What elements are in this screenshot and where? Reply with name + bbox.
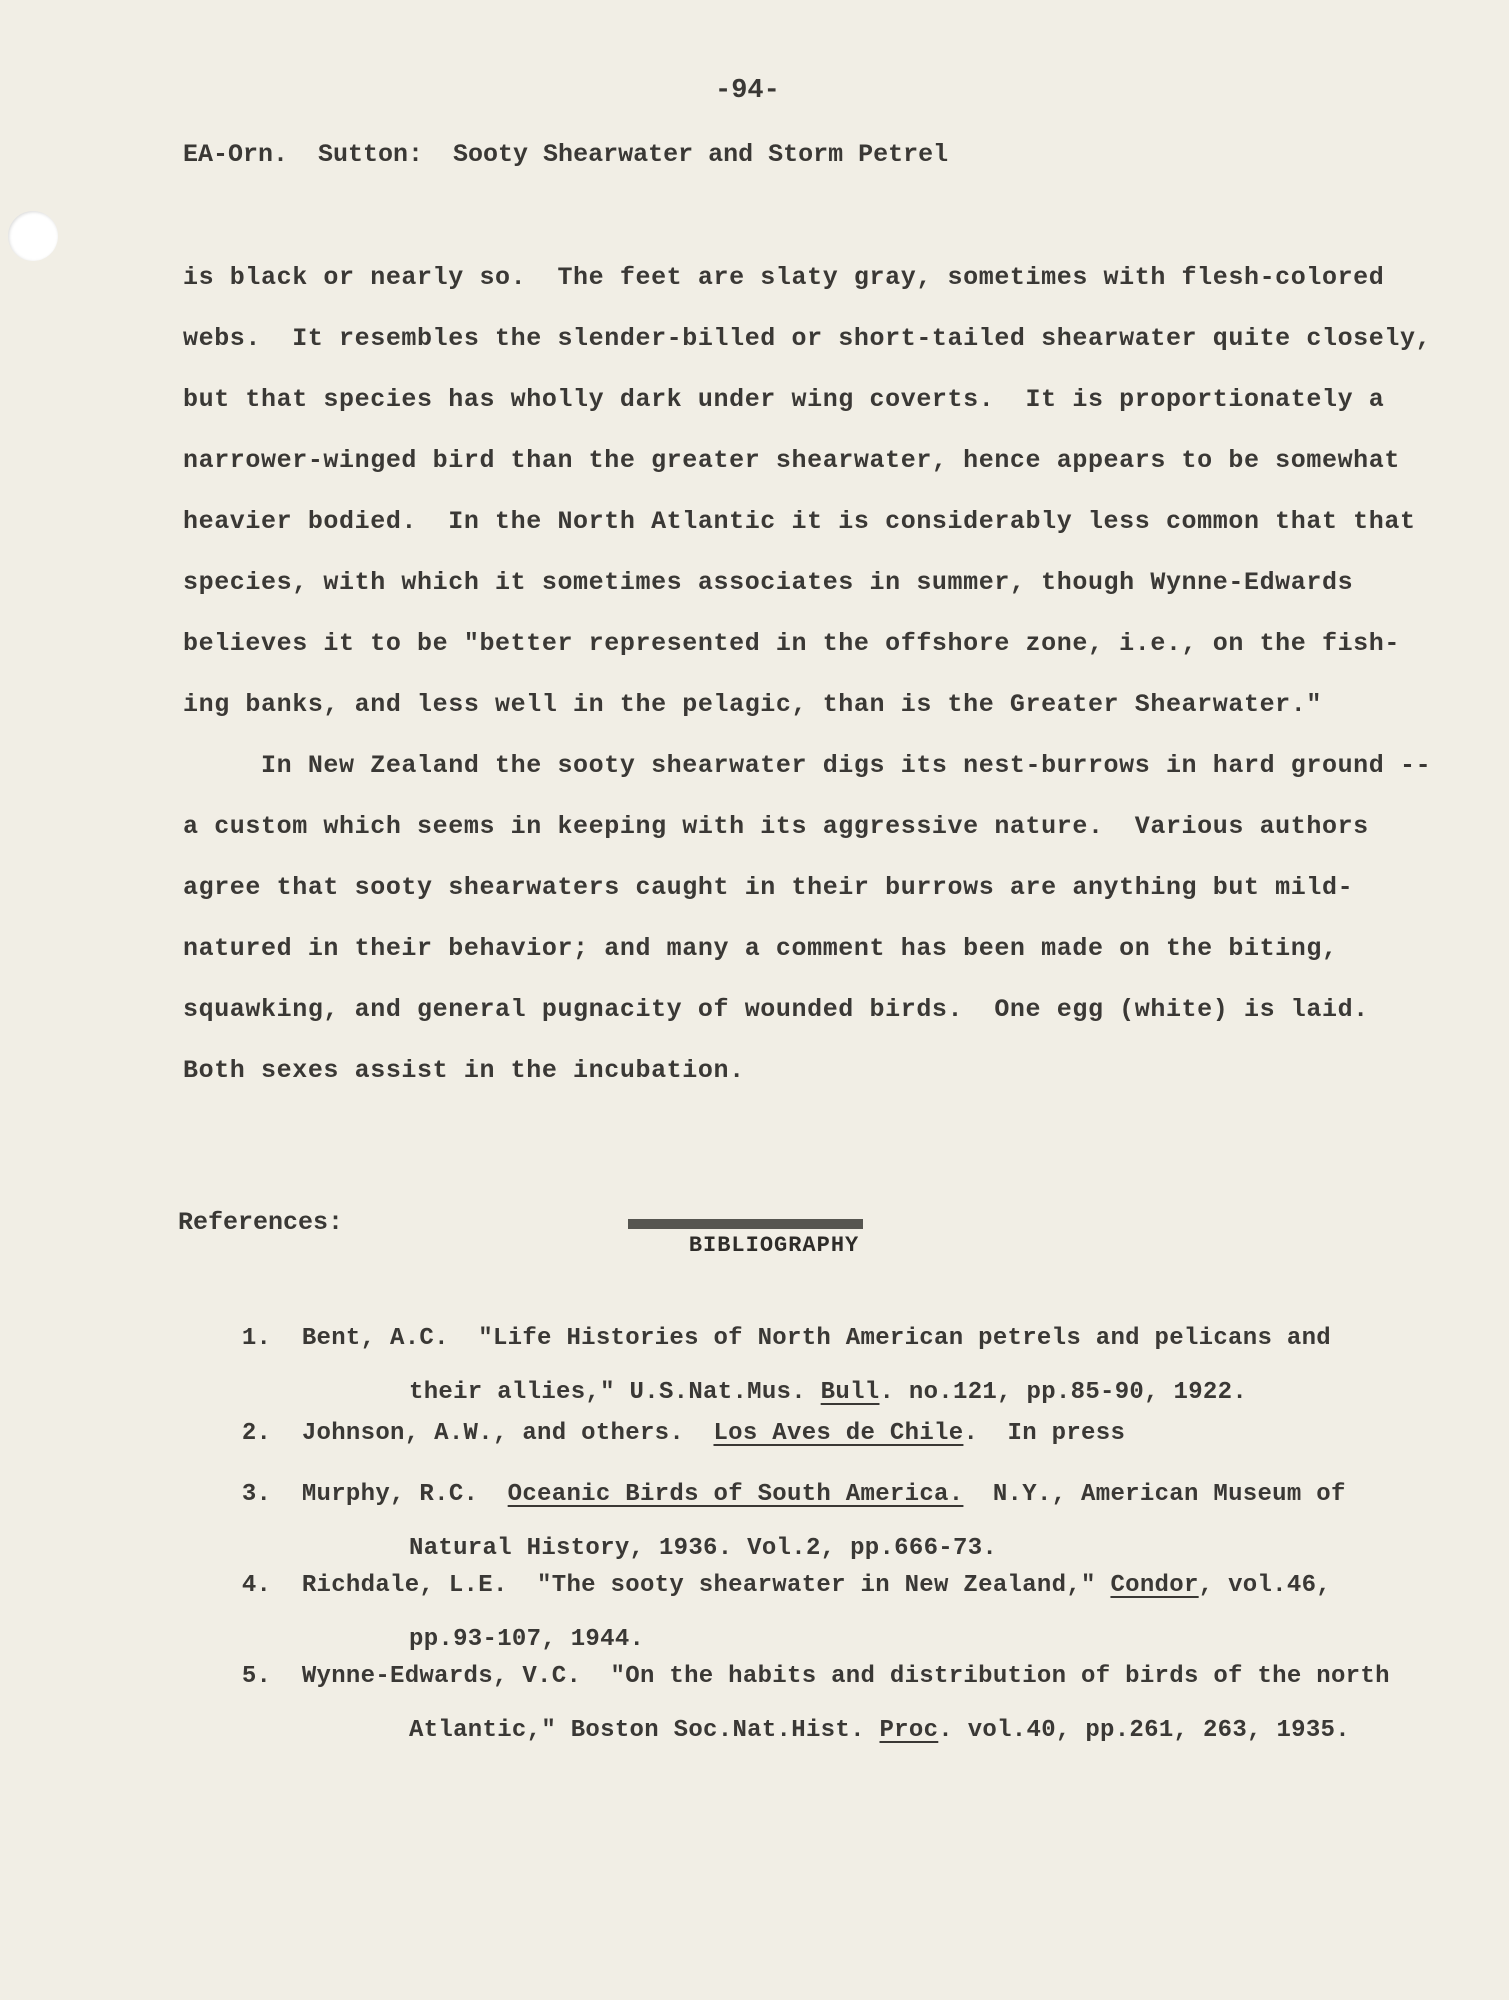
reference-item: [183, 1636, 1390, 1798]
journal-title: Condor: [1110, 1572, 1199, 1599]
body-line: webs. It resembles the slender-billed or short-tailed shearwater quite closely,: [183, 324, 1432, 353]
body-line: natured in their behavior; and many a comment has been made on the biting,: [183, 934, 1338, 963]
reference-continuation: Natural History, 1936. Vol.2, pp.666-73.: [409, 1535, 998, 1562]
reference-number: 3.: [241, 1481, 272, 1508]
punch-hole: [8, 211, 58, 261]
body-line: is black or nearly so. The feet are slaty gray, sometimes with flesh-colored: [183, 263, 1385, 292]
bibliography-heading-text: BIBLIOGRAPHY: [688, 1233, 860, 1258]
reference-item: 2. Johnson, A.W., and others. Los Aves de Chile. In press: [241, 1420, 1126, 1447]
body-line: but that species has wholly dark under wing coverts. It is proportionately a: [183, 385, 1385, 414]
reference-continuation: Atlantic," Boston Soc.Nat.Hist. Proc. vol.40, pp.261, 263, 1935.: [409, 1717, 1350, 1744]
reference-text: Bent, A.C. "Life Histories of North American petrels and pelicans and: [301, 1325, 1331, 1352]
page-number: -94-: [715, 76, 780, 106]
body-line: Both sexes assist in the incubation.: [183, 1056, 745, 1085]
strikeout-mark: [628, 1219, 863, 1229]
bibliography-heading: [632, 1208, 859, 1308]
reference-item: 4. Richdale, L.E. "The sooty shearwater in New Zealand," Condor, vol.46, pp.93-107, 1944.: [183, 1545, 1331, 1707]
reference-continuation: their allies," U.S.Nat.Mus. Bull. no.121, pp.85-90, 1922.: [409, 1379, 1248, 1406]
body-line: In New Zealand the sooty shearwater digs its nest-burrows in hard ground --: [183, 751, 1432, 780]
body-line: species, with which it sometimes associates in summer, though Wynne-Edwards: [183, 568, 1354, 597]
body-line: ing banks, and less well in the pelagic, than is the Greater Shearwater.": [183, 690, 1322, 719]
reference-text: Wynne-Edwards, V.C. "On the habits and distribution of birds of the north: [301, 1663, 1390, 1690]
body-line: believes it to be "better represented in the offshore zone, i.e., on the fish-: [183, 629, 1400, 658]
reference-item: 3. Murphy, R.C. Oceanic Birds of South America. N.Y., American Museum of Natural History, 1936. Vol.2, pp.666-73.: [183, 1454, 1346, 1616]
reference-number: 1.: [241, 1325, 272, 1352]
book-title: Los Aves de Chile: [713, 1420, 964, 1447]
references-label: References:: [178, 1208, 344, 1237]
body-line: narrower-winged bird than the greater shearwater, hence appears to be somewhat: [183, 446, 1400, 475]
reference-number: 2.: [241, 1420, 272, 1447]
body-line: heavier bodied. In the North Atlantic it is considerably less common that that: [183, 507, 1416, 536]
body-line: a custom which seems in keeping with its aggressive nature. Various authors: [183, 812, 1369, 841]
running-head: EA-Orn. Sutton: Sooty Shearwater and Storm Petrel: [183, 140, 949, 169]
reference-number: 5.: [241, 1663, 272, 1690]
reference-number: 4.: [241, 1572, 272, 1599]
journal-title: Proc: [879, 1717, 939, 1744]
journal-title: Bull: [820, 1379, 880, 1406]
reference-continuation: pp.93-107, 1944.: [409, 1626, 645, 1653]
book-title: Oceanic Birds of South America.: [507, 1481, 964, 1508]
body-line: agree that sooty shearwaters caught in their burrows are anything but mild-: [183, 873, 1354, 902]
body-line: squawking, and general pugnacity of wounded birds. One egg (white) is laid.: [183, 995, 1369, 1024]
